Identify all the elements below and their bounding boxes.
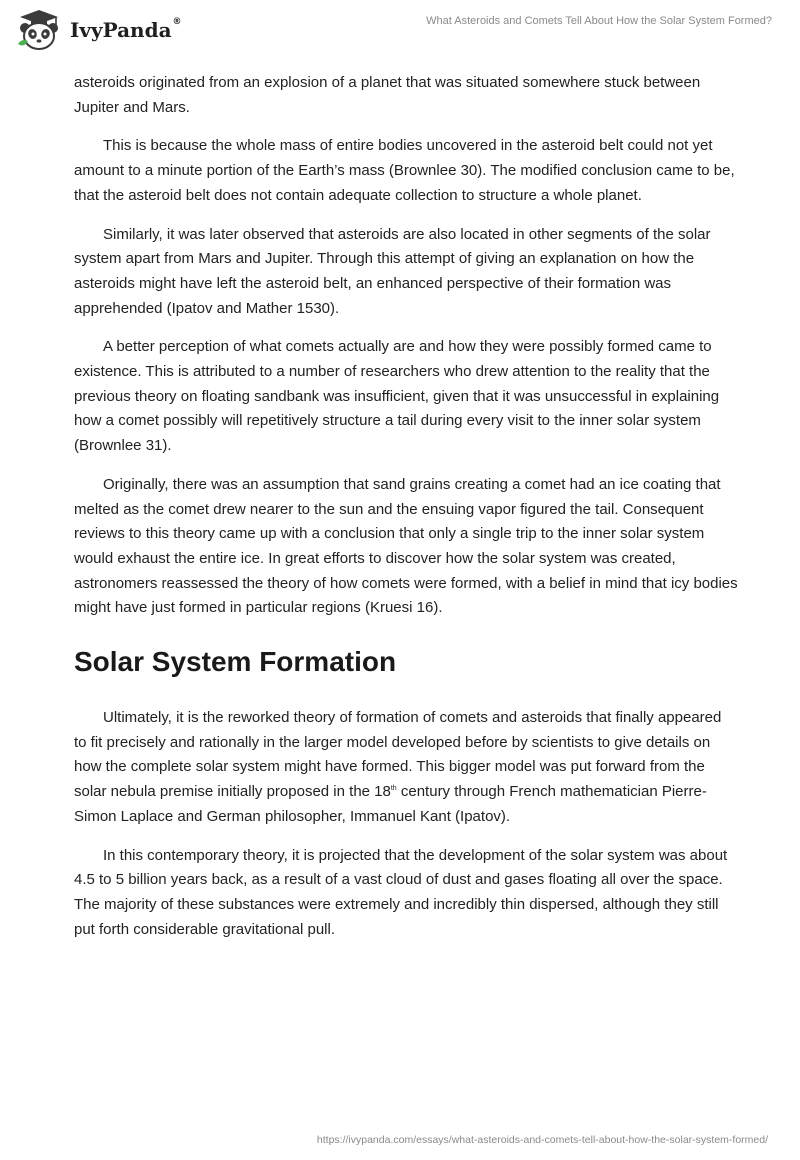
page-header: [0, 0, 800, 60]
brand-name: IvyPanda®: [70, 17, 182, 42]
paragraph: Similarly, it was later observed that asteroids are also located in other segments of the solar system apart from Mars and Jupiter. Through this attempt of giving an explanation on how the asteroids might have left the asteroid belt, an enhanced perspective of their formation was apprehended (Ipatov and Mather 1530).: [74, 225, 711, 317]
paragraph-text: century through French mathematician Pierre-Simon Laplace and German philosopher, Immanuel Kant (Ipatov).: [74, 783, 707, 825]
paragraph: In this contemporary theory, it is projected that the development of the solar system was about 4.5 to 5 billion years back, as a result of a vast cloud of dust and gases floating all over the space. The majority of these substances were extremely and incredibly thin dispersed, although they still put forth considerable gravitational pull.: [74, 846, 728, 938]
source-url-link[interactable]: https://ivypanda.com/essays/what-asteroids-and-comets-tell-about-how-the-solar-system-formed/: [316, 1134, 768, 1146]
paragraph: A better perception of what comets actually are and how they were possibly formed came to existence. This is attributed to a number of researchers who drew attention to the reality that the previous theory on floating sandbank was insufficient, given that it was unsuccessful in explaining how a comet possibly will repetitively structure a tail during every visit to the inner solar system (Brownlee 31).: [74, 338, 720, 455]
ordinal-suffix: th: [390, 785, 397, 793]
paragraph: This is because the whole mass of entire bodies uncovered in the asteroid belt could not yet amount to a minute portion of the Earth’s mass (Brownlee 30). The modified conclusion came to be, that the asteroid belt does not contain adequate collection to structure a whole planet.: [74, 137, 735, 204]
paragraph-text: Ultimately, it is the reworked theory of formation of comets and asteroids that finally appeared to fit precisely and rationally in the larger model developed before by scientists to give details on how the complete solar system might have formed. This bigger model was put forward from the solar nebula premise initially proposed in the 18: [74, 709, 722, 801]
paragraph: Originally, there was an assumption that sand grains creating a comet had an ice coating that melted as the comet drew nearer to the sun and the ensuing vapor figured the tail. Consequent reviews to this theory came up with a conclusion that only a single trip to the inner solar system would exhaust the entire ice. In great efforts to discover how the solar system was created, astronomers reassessed the theory of how comets were formed, with a belief in mind that icy bodies might have just formed in particular regions (Kruesi 16).: [74, 475, 738, 617]
panda-graduate-icon: [16, 8, 62, 52]
essay-content: [74, 71, 738, 956]
section-heading: Solar System Formation: [74, 646, 397, 678]
paragraph: [74, 706, 738, 830]
registered-mark: ®: [172, 17, 182, 27]
document-title: What Asteroids and Comets Tell About How the Solar System Formed?: [426, 15, 772, 27]
paragraph: asteroids originated from an explosion of a planet that was situated somewhere stuck between Jupiter and Mars.: [74, 74, 701, 116]
brand-logo[interactable]: [16, 8, 182, 52]
